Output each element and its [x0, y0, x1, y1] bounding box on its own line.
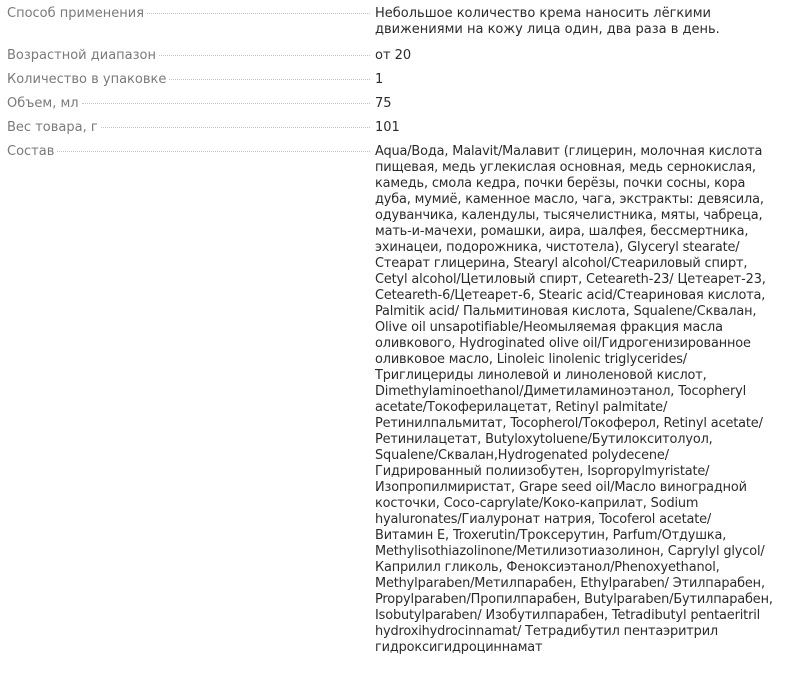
- dotted-leader: [159, 55, 370, 56]
- spec-value-weight: 101: [375, 120, 400, 135]
- spec-label-composition: Состав: [7, 144, 55, 159]
- spec-row-quantity: [0, 72, 786, 96]
- dotted-leader: [57, 151, 370, 152]
- spec-value-usage: Небольшое количество крема наносить лёгкими движениями на кожу лица один, два раза в день.: [375, 6, 720, 37]
- spec-label-cell: [7, 6, 372, 22]
- spec-row-usage: [0, 6, 786, 48]
- spec-label-age: Возрастной диапазон: [7, 48, 156, 63]
- spec-label-cell: [7, 144, 372, 160]
- spec-label-weight: Вес товара, г: [7, 120, 98, 135]
- spec-row-weight: [0, 120, 786, 144]
- spec-value-volume: 75: [375, 96, 392, 111]
- spec-row-composition: [0, 144, 786, 656]
- spec-row-age: [0, 48, 786, 72]
- spec-label-cell: [7, 48, 372, 64]
- spec-label-cell: [7, 72, 372, 88]
- spec-label-quantity: Количество в упаковке: [7, 72, 167, 87]
- spec-label-cell: [7, 96, 372, 112]
- spec-value-age: от 20: [375, 48, 412, 63]
- spec-label-cell: [7, 120, 372, 136]
- spec-row-volume: [0, 96, 786, 120]
- dotted-leader: [101, 127, 370, 128]
- dotted-leader: [147, 13, 370, 14]
- dotted-leader: [82, 103, 370, 104]
- spec-label-usage: Способ применения: [7, 6, 145, 21]
- dotted-leader: [169, 79, 370, 80]
- spec-value-quantity: 1: [375, 72, 384, 87]
- spec-value-composition: Aqua/Вода, Malavit/Малавит (глицерин, молочная кислота пищевая, медь углекислая основная, медь сернокислая, камедь, смола кедра, почки берёзы, почки сосны, кора дуба, мумиё, каменное масло, чага, экстракты: девясила, одуванчика, календулы, тысячелистника, мяты, чабреца, мать-и-мачехи, ромашки, аира, шалфея, бессмертника, эхинацеи, подорожника, чистотела), Glyceryl stearate/Стеарат глицерина, Stearyl alcohol/Стеариловый спирт, Cetyl alcohol/Цетиловый спирт, Ceteareth-23/ Цетеарет-23, Ceteareth-6/Цетеарет-6, Stearic acid/Стеариновая кислота, Palmitik acid/ Пальмитиновая кислота, Squalene/Сквалан, Olive oil unsapotifiable/Неомыляемая фракция масла оливкового, Hydroginated olive oil/Гидрогенизированное оливковое масло, Linoleic linolenic triglycerides/ Триглицериды линолевой и линоленовой кислот, Dimethylaminoethanol/Диметиламиноэтанол, Tocopheryl acetate/Токоферилацетат, Retinyl palmitate/ Ретинилпальмитат, Tocopherol/Токоферол, Retinyl acetate/Ретинилацетат, Butyloxytoluene/Бутилокситолуол, Squalene/Сквалан,Hydrogenated polydecene/ Гидрированный полиизобутен, Isopropylmyristate/ Изопропилмиристат, Grape seed oil/Масло виноградной косточки, Coco-caprylate/Коко-каприлат, Sodium hyaluronates/Гиалуронат натрия, Tocoferol acetate/ Витамин Е, Troxerutin/Троксерутин, Parfum/Отдушка, Methylisothiazolinone/Метилизотиазолинон, Caprylyl glycol/Каприлил гликоль, Феноксиэтанол/Phenoxyethanol, Methylparaben/Метилпарабен, Ethylparaben/ Этилпарабен, Propylparaben/Пропилпарабен, Butylparaben/Бутилпарабен, Isobutylparaben/ Изобутилпарабен, Tetradibutyl pentaeritril hydroxihydrocinnamat/ Тетрадибутил пентаэритрил гидроксигидроциннамат: [375, 144, 773, 655]
- spec-label-volume: Объем, мл: [7, 96, 79, 111]
